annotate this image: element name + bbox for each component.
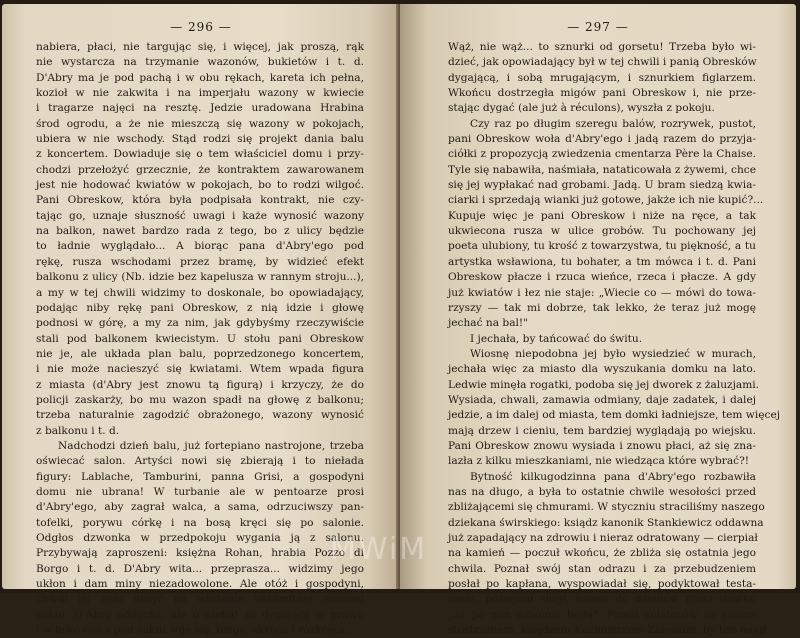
text-line: tofelki, porywu córkę i na bosą kręci się po salonie. — [36, 516, 364, 529]
text-line: nas na długo, a była to ostatnie chwile wesołości przed — [448, 485, 756, 498]
text-line: z miasta (d'Abry jest znowu tą figurą) i krzyczy, że do — [36, 378, 364, 391]
text-line: i nie może nacieszyć się kwiatami. Wtem wpada figura — [36, 363, 364, 376]
text-line: ukłon i dam miny niezadowolone. Ale otóż i gospodyni, — [36, 578, 364, 591]
text-line: pani Obreskow woła d'Abry'ego i jadą razem do przyja- — [448, 133, 756, 146]
text-line: artystka wsławiona, tu bohater, a tm mówca i t. d. Pani — [448, 255, 756, 268]
left-page-text — [36, 40, 364, 638]
watermark: MWiM — [330, 532, 428, 567]
text-line: na kamień — poczuł wkońcu, że zbliża się ostatnia jego — [448, 547, 756, 560]
text-line: Wysiada, chwali, zamawia odmiany, daje zadatek, i dalej — [448, 393, 756, 406]
text-line: dziekana świrskiego: ksiądz kanonik Stankiewicz oddawna — [448, 516, 764, 529]
text-line: rękę, rusza wschodami przez bramę, by widzieć efekt — [36, 255, 364, 268]
text-line: Tyle się nabawiła, naśmiała, nataticowała z żywemi, chce — [448, 163, 756, 176]
text-line: chwila. Poznał swój stan odrazu i za przebudzeniem — [448, 562, 756, 575]
text-line: i w lewo coś z pod sukni wije się, biegę, skręca i rozkręca... — [36, 624, 356, 637]
text-line: poeta ulubiony, tu krość z towarzystwa, tu piękność, a tu — [448, 240, 756, 253]
text-line: środ ogrodu, a że nie mieszczą się wazony w pokojach, — [36, 117, 364, 130]
text-line: podając niby rękę pani Obreskow, z nią idzie i głowę — [36, 301, 364, 314]
text-line: Ledwie minęła rogatki, podoba się jej dworek z żaluzjami. — [448, 378, 759, 391]
text-line: Odgłos dzwonka w przedpokoju wygania ją z salonu. — [36, 532, 364, 544]
text-line: dzieć, jak opowiadający był w tej chwili i panią Obresków — [448, 56, 757, 69]
text-line: jechała więc za miasto dla wyszukania domku na lato. — [448, 363, 756, 376]
text-line: stając dygać (ale już à réculons), wyszła z pokoju. — [448, 102, 715, 115]
text-line: policji zaskarży, bo mu wazon spadł na głowę z balkonu; — [36, 393, 364, 406]
text-line: Borgo i t. d. D'Abry wita... przeprasza... widzimy jego — [36, 562, 364, 575]
text-line: kozioł w nie zakwita i na imperjału wazony w kwiecie — [36, 87, 364, 100]
text-line: Bytność kilkugodzinna pana d'Abry'ego rozbawiła — [470, 470, 756, 483]
text-line: jedzie, a im dalej od miasta, tem domki ładniejsze, tem więcej — [448, 409, 781, 422]
text-line: I jechała, by tańcować do świtu. — [470, 332, 643, 345]
text-line: trzeba naturalnie zagodzić obrażonego, wazony wynosić — [36, 409, 364, 422]
text-line: balkonu z ulicy (Nb. idzie bez kapelusza w rannym stroju...), — [36, 271, 364, 284]
text-line: nie wystarcza na trzymanie wazonów, bukietów i t. d. — [36, 56, 364, 69]
text-line: podnosi w górę, a my za nim, jak gdybyśmy rzeczywiście — [36, 317, 364, 330]
page-number-left: — 296 — — [170, 20, 232, 34]
text-line: tając go, uznaje słuszność uwagi i każe wynosić wazony — [36, 209, 364, 222]
text-line: ciółki z propozycją zwiedzenia cmentarza Père la Chaise. — [448, 148, 756, 161]
text-line: figury: Lablache, Tamburini, panna Grisi, a gospodyni — [36, 470, 364, 483]
text-line: chodzi przełożyć grzecznie, że kontraktem zawarowanem — [36, 163, 364, 176]
text-line: ciarki i sprzedają wianki już gotowe, jakże ich nie kupić?... — [448, 194, 764, 207]
text-line: a my w tej chwili widzimy to doskonale, bo opowiadający, — [36, 286, 364, 299]
text-line: już kwiatów i łez nie staje: „Wiecie co — mówi do towa- — [448, 286, 756, 299]
text-line: chwili jej było dosyć na włożenie aksamitnej zielonej — [36, 593, 364, 606]
text-line: się jej wypłakać nad grobami. Jadą. U bram siedzą kwia- — [448, 179, 756, 192]
text-line: nabiera, płaci, nie targując się, i więcej, jak proszą, rąk — [36, 41, 364, 53]
right-page-text — [448, 40, 781, 638]
text-line: na balkon, nawet bardzo rada z tego, bo z ulicy będzie — [36, 225, 364, 238]
text-line: już zapadający na zdrowiu i nieraz odratowany — cierpiał — [448, 532, 758, 544]
text-line: ubiera w nie wschody. Stąd rodzi się projekt dania balu — [36, 133, 364, 146]
text-line: i tragarze najęci na resztę. Jedzie uradowana Hrabina — [36, 102, 364, 115]
text-line: mają drzew i cieniu, tem bardziej wyglądają po wiejsku. — [448, 424, 756, 437]
text-line: dygającą, i sobą mrugającym, i sznurkiem figlarzem. — [448, 71, 756, 84]
text-line: Obreskow płacze i rzuca wieńce, rzeca i płacze. A gdy — [448, 271, 756, 284]
text-line: Czy raz po długim szeregu balów, rozrywek, pustot, — [470, 117, 756, 130]
text-line: jechać na bal!" — [448, 317, 529, 330]
text-line: sukni. D'Abry oddycha, ale o nieba! za dygającą w prawo — [36, 608, 364, 621]
text-line: D'Abry ma je pod pachą i w obu rękach, kareta ich pełna, — [36, 71, 364, 84]
text-line: oświecać salon. Artyści nowi się zbierają i to niełada — [36, 455, 364, 468]
text-line: d'Abry'ego, aby zagrał walca, a sama, odrzuciwszy pan- — [36, 501, 364, 514]
right-page — [400, 4, 796, 637]
text-line: stali pod balkonem kwiecistym. U stołu pani Obreskow — [36, 332, 364, 345]
text-line: z koncertem. Dowiaduje się o tem właściciel domu i przy- — [36, 148, 364, 161]
text-line: Nadchodzi dzień balu, już fortepiano nastrojone, trzeba — [58, 439, 364, 452]
page-number-right: — 297 — — [567, 20, 629, 34]
text-line: stostrzanem, księdzem Kazimierzem Zaleskim, by ten mógł — [448, 624, 767, 637]
left-page — [2, 4, 400, 637]
text-line: Wkońcu dostrzegła migów pani Obreskow i, nie prze- — [448, 87, 756, 100]
text-line: Przybywają zaproszeni: księżna Rohan, hrabia Pozzo di — [36, 547, 364, 560]
text-line: zbliżającemi się chmurami. W styczniu straciliśmy naszego — [448, 501, 765, 514]
text-line: Wąż, nie wąż... to sznurki od gorsetu! Trzeba było wi- — [448, 41, 756, 53]
text-line: Pani Obreskow, która była podpisała kontrakt, nie czy- — [36, 194, 364, 207]
text-line: domu nie ubrana! W turbanie ale w pentoarze prosi — [36, 485, 364, 498]
text-line: ukwiecona rusza w ulice grobów. Tu pochowany jej — [448, 225, 756, 238]
text-line: posłał po kapłana, wyspowiadał się, podyktował testa- — [448, 578, 756, 591]
text-line: Pani Obreskow znowu wysiada i znowu płaci, aż się zna- — [448, 439, 756, 452]
text-line: ment, pożegnał sługi, nawet do dziadów rzekł słówko — [448, 593, 756, 606]
text-line: nie je, ale układa plan balu, poprzedzonego koncertem, — [36, 347, 364, 360]
text-line: jest nie hodować kwiatów w pokojach, bo to rodzi wilgoć. — [36, 179, 364, 192]
text-line: Kupuje więc je pani Obreskow i niże na ręce, a tak — [448, 209, 756, 222]
text-line: lazła z kilku mieszkaniami, nie wiedząca które wybrać?! — [448, 455, 750, 468]
text-line: z balkonu i t. d. — [36, 424, 120, 437]
text-line: rzyszy — tak mi dobrze, tak lekko, że teraz już mogę — [448, 301, 756, 314]
text-line: „że po nim dzwonić będą". Prosił kolatorów za swoim — [448, 608, 756, 621]
text-line: to ładnie wyglądało... A biorąc pana d'Abry'ego pod — [36, 240, 364, 253]
text-line: Wiosnę niepodobna jej było wysiedzieć w murach, — [470, 347, 756, 360]
